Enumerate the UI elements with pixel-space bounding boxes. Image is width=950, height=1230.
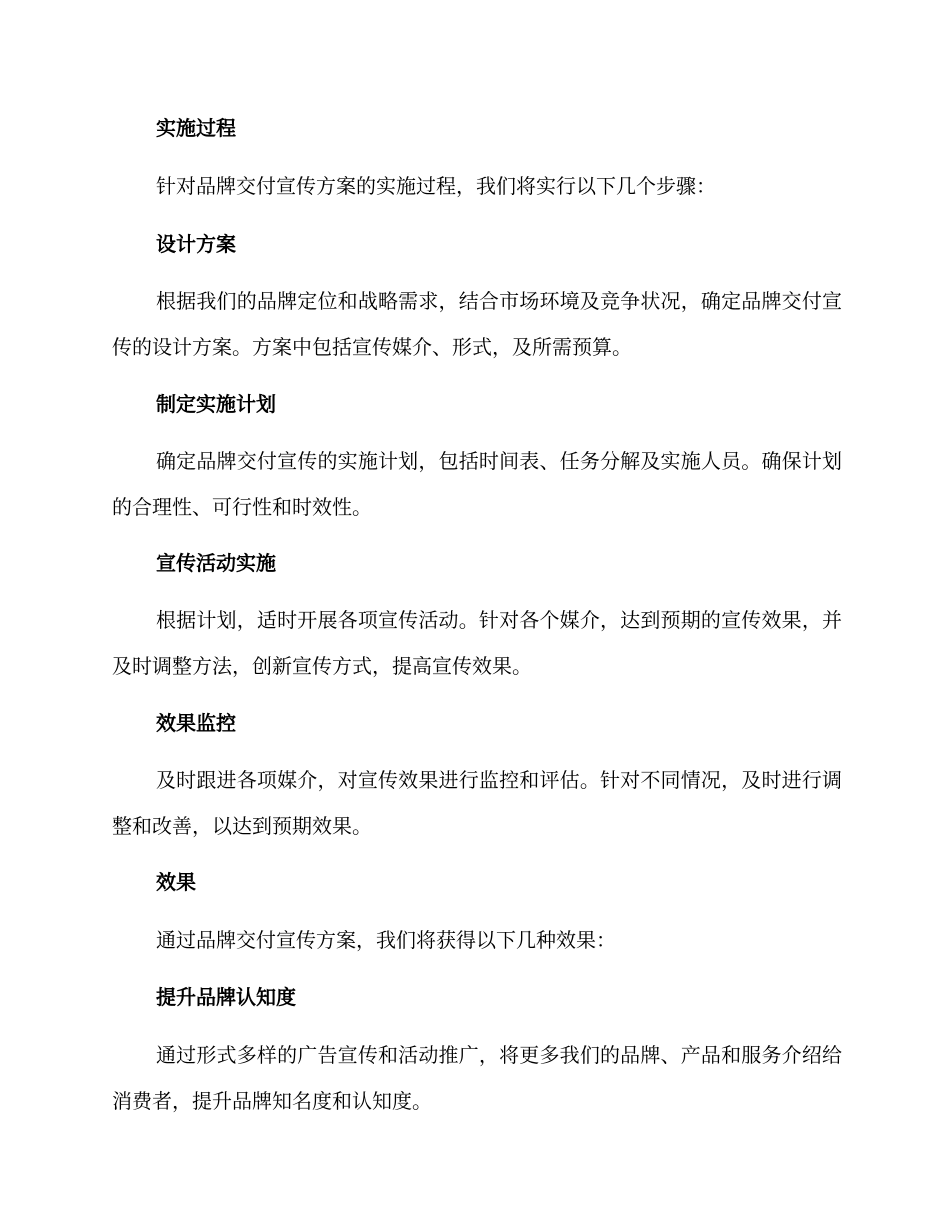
section-heading: 提升品牌认知度 xyxy=(156,985,296,1009)
section-paragraph: 针对品牌交付宣传方案的实施过程，我们将实行以下几个步骤： xyxy=(156,174,716,198)
section-paragraph: 通过品牌交付宣传方案，我们将获得以下几种效果： xyxy=(156,928,616,952)
section-heading: 制定实施计划 xyxy=(156,392,276,416)
section-heading: 效果监控 xyxy=(156,711,236,735)
section-paragraph: 根据我们的品牌定位和战略需求，结合市场环境及竞争状况，确定品牌交付宣传的设计方案。方案中包括宣传媒介、形式，及所需预算。 xyxy=(112,289,842,359)
section-heading: 效果 xyxy=(156,870,196,894)
section-paragraph: 通过形式多样的广告宣传和活动推广，将更多我们的品牌、产品和服务介绍给消费者，提升品牌知名度和认知度。 xyxy=(112,1043,842,1113)
section-heading: 宣传活动实施 xyxy=(156,551,276,575)
section-paragraph: 根据计划，适时开展各项宣传活动。针对各个媒介，达到预期的宣传效果，并及时调整方法，创新宣传方式，提高宣传效果。 xyxy=(112,608,842,678)
section-heading: 实施过程 xyxy=(156,116,236,140)
section-heading: 设计方案 xyxy=(156,232,236,256)
section-paragraph: 及时跟进各项媒介，对宣传效果进行监控和评估。针对不同情况，及时进行调整和改善，以达到预期效果。 xyxy=(112,768,842,838)
section-paragraph: 确定品牌交付宣传的实施计划，包括时间表、任务分解及实施人员。确保计划的合理性、可行性和时效性。 xyxy=(112,449,842,519)
